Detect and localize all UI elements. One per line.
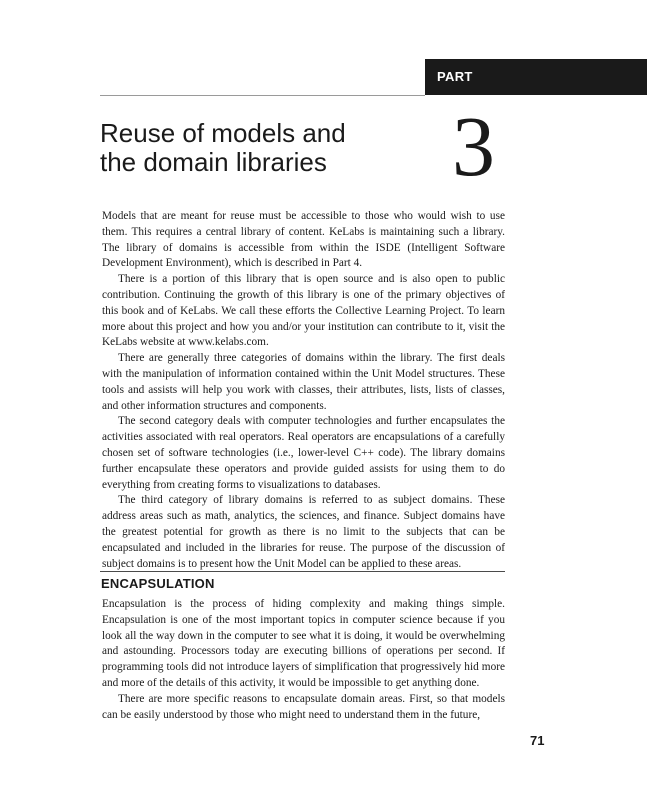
intro-text	[102, 209, 505, 572]
part-number: 3	[452, 98, 495, 194]
header-rule	[100, 95, 425, 96]
section-paragraph: Encapsulation is the process of hiding complexity and making things simple. Encapsulation is one of the most important topics in computer science because if you look all the way down in the computer to see what it is doing, it would be overwhelming and astounding. Processors today are executing billions of operations per second. If programming tools did not introduce layers of simplification that progressively hid more and more of the details of this activity, it would be impossible to get anything done.	[102, 598, 505, 689]
intro-paragraph: The third category of library domains is referred to as subject domains. These address areas such as math, analytics, the sciences, and finance. Subject domains have the greatest potential for growth as there is no limit to the subjects that can be encapsulated and included in the libraries for reuse. The purpose of the discussion of subject domains is to present how the Unit Model can be applied to these areas.	[102, 494, 505, 570]
intro-paragraph: There is a portion of this library that is open source and is also open to public contribution. Continuing the growth of this library is one of the primary objectives of this book and of KeLabs. We call these efforts the Collective Learning Project. To learn more about this project and how you and/or your institution can contribute to it, visit the KeLabs website at www.kelabs.com.	[102, 273, 505, 349]
part-title-line-1: Reuse of models and	[100, 118, 346, 148]
part-label: PART	[437, 69, 473, 84]
section-paragraph: There are more specific reasons to encapsulate domain areas. First, so that models can be easily understood by those who might need to understand them in the future,	[102, 692, 505, 721]
intro-paragraph: Models that are meant for reuse must be accessible to those who would wish to use them. This requires a central library of content. KeLabs is maintaining such a library. The library of domains is accessible from within the ISDE (Intelligent Software Development Environment), which is described in Part 4.	[102, 210, 505, 270]
section-rule	[100, 571, 505, 572]
page-number: 71	[530, 733, 545, 748]
encapsulation-text	[102, 597, 505, 723]
part-title-line-2: the domain libraries	[100, 147, 327, 177]
part-banner	[425, 59, 647, 95]
section-heading: ENCAPSULATION	[101, 576, 215, 591]
intro-paragraph: There are generally three categories of domains within the library. The first deals with the manipulation of information contained within the Unit Model structures. These tools and assists will help you work with classes, their attributes, lists, lists of classes, and other information structures and components.	[102, 352, 505, 412]
part-title	[100, 119, 420, 177]
intro-paragraph: The second category deals with computer technologies and further encapsulates the activities associated with real operators. Real operators are encapsulations of a carefully chosen set of software technologies (i.e., lower-level C++ code). The library domains further encapsulate these operators and provide guided assists for using them to do everything from creating forms to visualizations to databases.	[102, 415, 505, 491]
